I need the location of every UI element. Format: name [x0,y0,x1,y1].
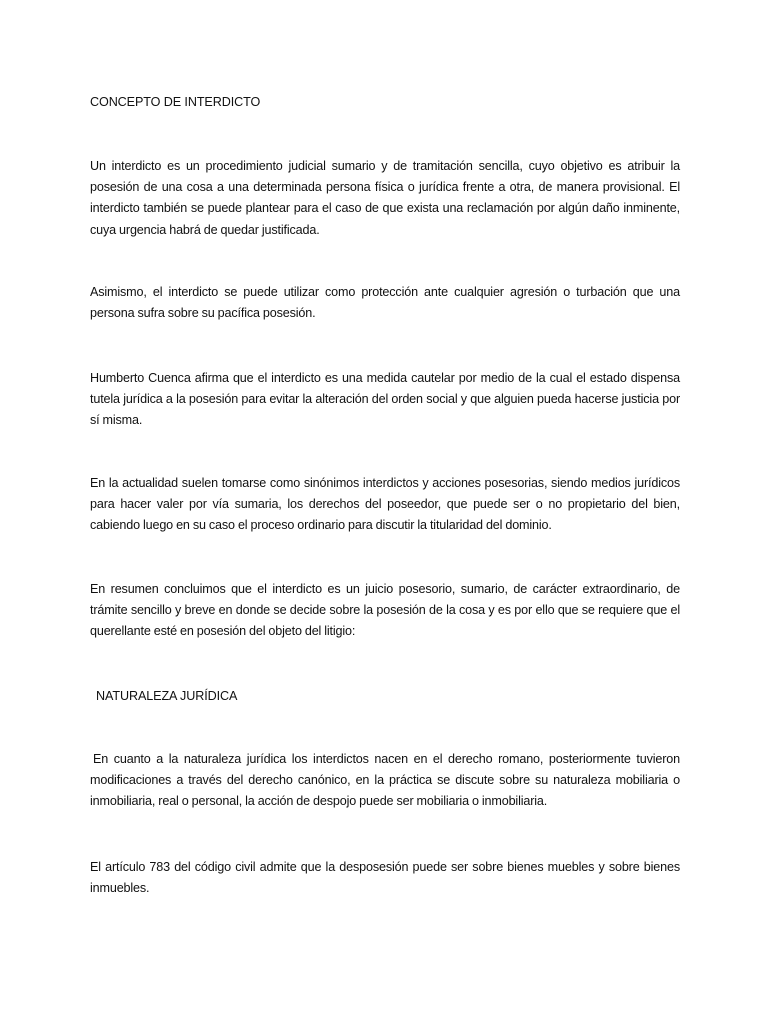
paragraph-articulo-783: El artículo 783 del código civil admite que la desposesión puede ser sobre bienes muebles y sobre bienes inmuebles. [90,860,680,896]
paragraph-protection: Asimismo, el interdicto se puede utilizar como protección ante cualquier agresión o turbación que una persona sufra sobre su pacífica posesión. [90,285,680,321]
paragraph-naturaleza: En cuanto a la naturaleza jurídica los interdictos nacen en el derecho romano, posteriormente tuvieron modificaciones a través del derecho canónico, en la práctica se discute sobre su naturaleza mobiliaria o inmobiliaria, real o personal, la acción de despojo puede ser mobiliaria o inmobiliaria. [90,752,680,809]
paragraph-resumen: En resumen concluimos que el interdicto es un juicio posesorio, sumario, de carácter extraordinario, de trámite sencillo y breve en donde se decide sobre la posesión de la cosa y es por ello que se requiere que el querellante esté en posesión del objeto del litigio: [90,582,680,639]
paragraph-humberto-cuenca: Humberto Cuenca afirma que el interdicto es una medida cautelar por medio de la cual el estado dispensa tutela jurídica a la posesión para evitar la alteración del orden social y que alguien pueda hacerse justicia por sí misma. [90,371,680,428]
heading-naturaleza-juridica: NATURALEZA JURÍDICA [96,689,238,703]
paragraph-actualidad: En la actualidad suelen tomarse como sinónimos interdictos y acciones posesorias, siendo medios jurídicos para hacer valer por vía sumaria, los derechos del poseedor, que puede ser o no propietario del bien, cabiendo luego en su caso el proceso ordinario para discutir la titularidad del dominio. [90,476,680,533]
paragraph-definition: Un interdicto es un procedimiento judicial sumario y de tramitación sencilla, cuyo objetivo es atribuir la posesión de una cosa a una determinada persona física o jurídica frente a otra, de manera provisional. El interdicto también se puede plantear para el caso de que exista una reclamación por algún daño inminente, cuya urgencia habrá de quedar justificada. [90,159,680,237]
heading-concepto-de-interdicto: CONCEPTO DE INTERDICTO [90,95,261,109]
